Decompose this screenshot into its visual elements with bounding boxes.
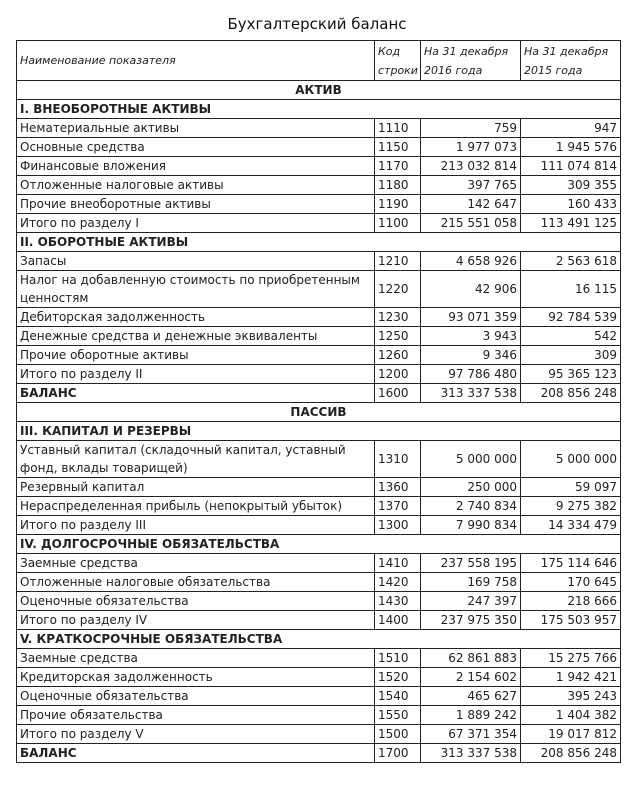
row-value-2015: 16 115 — [521, 271, 621, 308]
row-name: Дебиторская задолженность — [17, 308, 375, 327]
part-header-row — [17, 81, 621, 100]
row-value-2015: 1 945 576 — [521, 138, 621, 157]
table-row — [17, 138, 621, 157]
row-name: БАЛАНС — [17, 744, 375, 763]
row-name: Итого по разделу I — [17, 214, 375, 233]
document-title: Бухгалтерский баланс — [227, 15, 407, 33]
row-name: БАЛАНС — [17, 384, 375, 403]
row-code: 1430 — [375, 592, 421, 611]
section-header-row — [17, 422, 621, 441]
row-value-2016: 1 889 242 — [421, 706, 521, 725]
row-name: Прочие обязательства — [17, 706, 375, 725]
row-name: Отложенные налоговые обязательства — [17, 573, 375, 592]
table-row — [17, 706, 621, 725]
row-value-2015: 175 114 646 — [521, 554, 621, 573]
row-name: Итого по разделу III — [17, 516, 375, 535]
section-title: III. КАПИТАЛ И РЕЗЕРВЫ — [17, 422, 621, 441]
balance-sheet-table — [16, 40, 621, 763]
section-title: IV. ДОЛГОСРОЧНЫЕ ОБЯЗАТЕЛЬСТВА — [17, 535, 621, 554]
row-code: 1150 — [375, 138, 421, 157]
table-row — [17, 611, 621, 630]
row-code: 1550 — [375, 706, 421, 725]
row-code: 1510 — [375, 649, 421, 668]
row-value-2016: 67 371 354 — [421, 725, 521, 744]
row-code: 1260 — [375, 346, 421, 365]
section-title: II. ОБОРОТНЫЕ АКТИВЫ — [17, 233, 621, 252]
header-code: Код строки — [375, 41, 421, 81]
row-value-2016: 2 740 834 — [421, 497, 521, 516]
row-name: Заемные средства — [17, 649, 375, 668]
row-code: 1100 — [375, 214, 421, 233]
row-name: Итого по разделу V — [17, 725, 375, 744]
row-name: Резервный капитал — [17, 478, 375, 497]
row-value-2016: 237 558 195 — [421, 554, 521, 573]
row-value-2015: 113 491 125 — [521, 214, 621, 233]
row-value-2015: 5 000 000 — [521, 441, 621, 478]
section-header-row — [17, 233, 621, 252]
section-title: V. КРАТКОСРОЧНЫЕ ОБЯЗАТЕЛЬСТВА — [17, 630, 621, 649]
row-value-2016: 250 000 — [421, 478, 521, 497]
table-row — [17, 649, 621, 668]
row-value-2015: 170 645 — [521, 573, 621, 592]
table-row — [17, 725, 621, 744]
row-value-2015: 15 275 766 — [521, 649, 621, 668]
section-header-row — [17, 535, 621, 554]
row-value-2015: 208 856 248 — [521, 744, 621, 763]
row-value-2015: 947 — [521, 119, 621, 138]
row-value-2015: 92 784 539 — [521, 308, 621, 327]
row-name: Нераспределенная прибыль (непокрытый убыток) — [17, 497, 375, 516]
row-value-2016: 7 990 834 — [421, 516, 521, 535]
row-value-2016: 9 346 — [421, 346, 521, 365]
row-value-2015: 111 074 814 — [521, 157, 621, 176]
table-row — [17, 441, 621, 478]
row-value-2015: 542 — [521, 327, 621, 346]
row-name: Уставный капитал (складочный капитал, уставный фонд, вклады товарищей) — [17, 441, 375, 478]
row-name: Основные средства — [17, 138, 375, 157]
row-name: Налог на добавленную стоимость по приобретенным ценностям — [17, 271, 375, 308]
row-value-2015: 309 355 — [521, 176, 621, 195]
row-code: 1700 — [375, 744, 421, 763]
row-value-2015: 175 503 957 — [521, 611, 621, 630]
row-name: Финансовые вложения — [17, 157, 375, 176]
row-name: Кредиторская задолженность — [17, 668, 375, 687]
table-row — [17, 308, 621, 327]
balance-total-row — [17, 384, 621, 403]
row-value-2016: 397 765 — [421, 176, 521, 195]
row-code: 1200 — [375, 365, 421, 384]
table-row — [17, 516, 621, 535]
row-value-2016: 213 032 814 — [421, 157, 521, 176]
row-value-2016: 313 337 538 — [421, 384, 521, 403]
row-value-2015: 218 666 — [521, 592, 621, 611]
row-value-2016: 2 154 602 — [421, 668, 521, 687]
row-value-2016: 5 000 000 — [421, 441, 521, 478]
row-code: 1230 — [375, 308, 421, 327]
row-value-2016: 313 337 538 — [421, 744, 521, 763]
table-row — [17, 271, 621, 308]
row-value-2015: 2 563 618 — [521, 252, 621, 271]
table-row — [17, 327, 621, 346]
table-row — [17, 687, 621, 706]
section-header-row — [17, 100, 621, 119]
row-value-2016: 215 551 058 — [421, 214, 521, 233]
row-code: 1400 — [375, 611, 421, 630]
row-code: 1370 — [375, 497, 421, 516]
header-2016: На 31 декабря 2016 года — [421, 41, 521, 81]
row-value-2015: 395 243 — [521, 687, 621, 706]
row-value-2015: 1 404 382 — [521, 706, 621, 725]
row-value-2015: 19 017 812 — [521, 725, 621, 744]
table-row — [17, 573, 621, 592]
row-name: Прочие внеоборотные активы — [17, 195, 375, 214]
header-name: Наименование показателя — [17, 41, 375, 81]
row-value-2016: 62 861 883 — [421, 649, 521, 668]
table-row — [17, 346, 621, 365]
row-name: Итого по разделу IV — [17, 611, 375, 630]
row-name: Заемные средства — [17, 554, 375, 573]
row-value-2016: 97 786 480 — [421, 365, 521, 384]
table-row — [17, 365, 621, 384]
row-value-2016: 3 943 — [421, 327, 521, 346]
section-title: ПАССИВ — [17, 403, 621, 422]
row-value-2016: 759 — [421, 119, 521, 138]
row-code: 1310 — [375, 441, 421, 478]
table-row — [17, 592, 621, 611]
row-value-2015: 309 — [521, 346, 621, 365]
row-value-2016: 1 977 073 — [421, 138, 521, 157]
section-title: АКТИВ — [17, 81, 621, 100]
row-code: 1210 — [375, 252, 421, 271]
table-row — [17, 668, 621, 687]
row-value-2015: 59 097 — [521, 478, 621, 497]
row-name: Нематериальные активы — [17, 119, 375, 138]
row-code: 1170 — [375, 157, 421, 176]
row-value-2015: 14 334 479 — [521, 516, 621, 535]
section-header-row — [17, 630, 621, 649]
table-row — [17, 554, 621, 573]
row-code: 1250 — [375, 327, 421, 346]
table-row — [17, 214, 621, 233]
row-value-2016: 4 658 926 — [421, 252, 521, 271]
section-title: I. ВНЕОБОРОТНЫЕ АКТИВЫ — [17, 100, 621, 119]
row-value-2016: 142 647 — [421, 195, 521, 214]
row-code: 1190 — [375, 195, 421, 214]
part-header-row — [17, 403, 621, 422]
row-name: Оценочные обязательства — [17, 687, 375, 706]
row-value-2016: 237 975 350 — [421, 611, 521, 630]
row-code: 1500 — [375, 725, 421, 744]
row-code: 1110 — [375, 119, 421, 138]
table-row — [17, 497, 621, 516]
row-code: 1410 — [375, 554, 421, 573]
row-value-2016: 42 906 — [421, 271, 521, 308]
row-value-2015: 160 433 — [521, 195, 621, 214]
row-value-2015: 95 365 123 — [521, 365, 621, 384]
row-value-2016: 93 071 359 — [421, 308, 521, 327]
table-row — [17, 252, 621, 271]
row-code: 1220 — [375, 271, 421, 308]
row-code: 1300 — [375, 516, 421, 535]
row-value-2015: 1 942 421 — [521, 668, 621, 687]
row-value-2016: 247 397 — [421, 592, 521, 611]
row-value-2015: 9 275 382 — [521, 497, 621, 516]
row-code: 1540 — [375, 687, 421, 706]
header-2015: На 31 декабря 2015 года — [521, 41, 621, 81]
table-row — [17, 195, 621, 214]
row-name: Отложенные налоговые активы — [17, 176, 375, 195]
row-code: 1180 — [375, 176, 421, 195]
balance-total-row — [17, 744, 621, 763]
table-row — [17, 157, 621, 176]
row-code: 1420 — [375, 573, 421, 592]
row-code: 1600 — [375, 384, 421, 403]
row-value-2015: 208 856 248 — [521, 384, 621, 403]
table-header-row — [17, 41, 621, 81]
row-name: Оценочные обязательства — [17, 592, 375, 611]
row-code: 1520 — [375, 668, 421, 687]
row-name: Запасы — [17, 252, 375, 271]
row-name: Итого по разделу II — [17, 365, 375, 384]
row-name: Прочие оборотные активы — [17, 346, 375, 365]
row-value-2016: 169 758 — [421, 573, 521, 592]
table-row — [17, 176, 621, 195]
row-value-2016: 465 627 — [421, 687, 521, 706]
row-code: 1360 — [375, 478, 421, 497]
row-name: Денежные средства и денежные эквиваленты — [17, 327, 375, 346]
table-row — [17, 478, 621, 497]
table-row — [17, 119, 621, 138]
